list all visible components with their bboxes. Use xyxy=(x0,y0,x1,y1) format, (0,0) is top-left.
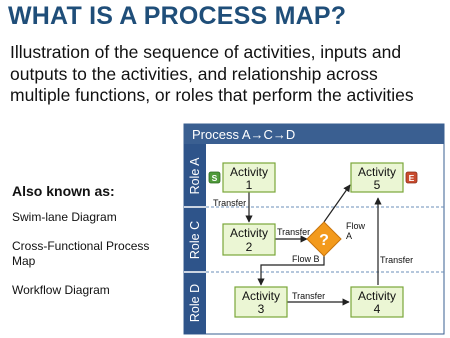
flow-a-label-line1: Flow xyxy=(346,221,366,231)
transfer-label-4: Transfer xyxy=(292,291,326,301)
activity-1-number: 1 xyxy=(245,178,253,192)
end-badge-letter: E xyxy=(408,173,415,183)
aka-item-swim-lane: Swim-lane Diagram xyxy=(12,210,117,224)
flow-a-label-line2: A xyxy=(346,231,353,241)
activity-1-label: Activity xyxy=(229,165,269,179)
activity-3-number: 3 xyxy=(257,302,265,316)
intro-text: Illustration of the sequence of activities, inputs and outputs to the activities, and relationship across multiple functions, or roles that perform the activities xyxy=(10,42,414,105)
activity-3-label: Activity xyxy=(241,289,281,303)
diagram-header-text: Process A→C→D xyxy=(192,127,296,142)
role-label-c: Role C xyxy=(188,220,202,260)
aka-item-workflow: Workflow Diagram xyxy=(12,283,110,297)
transfer-label-2: Transfer xyxy=(277,227,311,237)
activity-4-number: 4 xyxy=(373,302,381,316)
flow-b-label: Flow B xyxy=(292,254,320,264)
transfer-label-1: Transfer xyxy=(213,198,247,208)
activity-4-label: Activity xyxy=(357,289,397,303)
transfer-label-3: Transfer xyxy=(380,255,414,265)
slide-title: WHAT IS A PROCESS MAP? xyxy=(8,2,347,30)
role-label-a: Role A xyxy=(188,157,202,195)
also-known-as-heading: Also known as: xyxy=(12,183,115,199)
activity-2-number: 2 xyxy=(245,240,253,254)
start-badge-letter: S xyxy=(211,173,218,183)
decision-symbol: ? xyxy=(319,232,329,249)
aka-item-cross-functional: Cross-Functional Process Map xyxy=(12,239,150,268)
activity-2-label: Activity xyxy=(229,226,269,240)
role-label-d: Role D xyxy=(188,283,202,323)
activity-5-label: Activity xyxy=(357,165,397,179)
activity-5-number: 5 xyxy=(373,178,381,192)
